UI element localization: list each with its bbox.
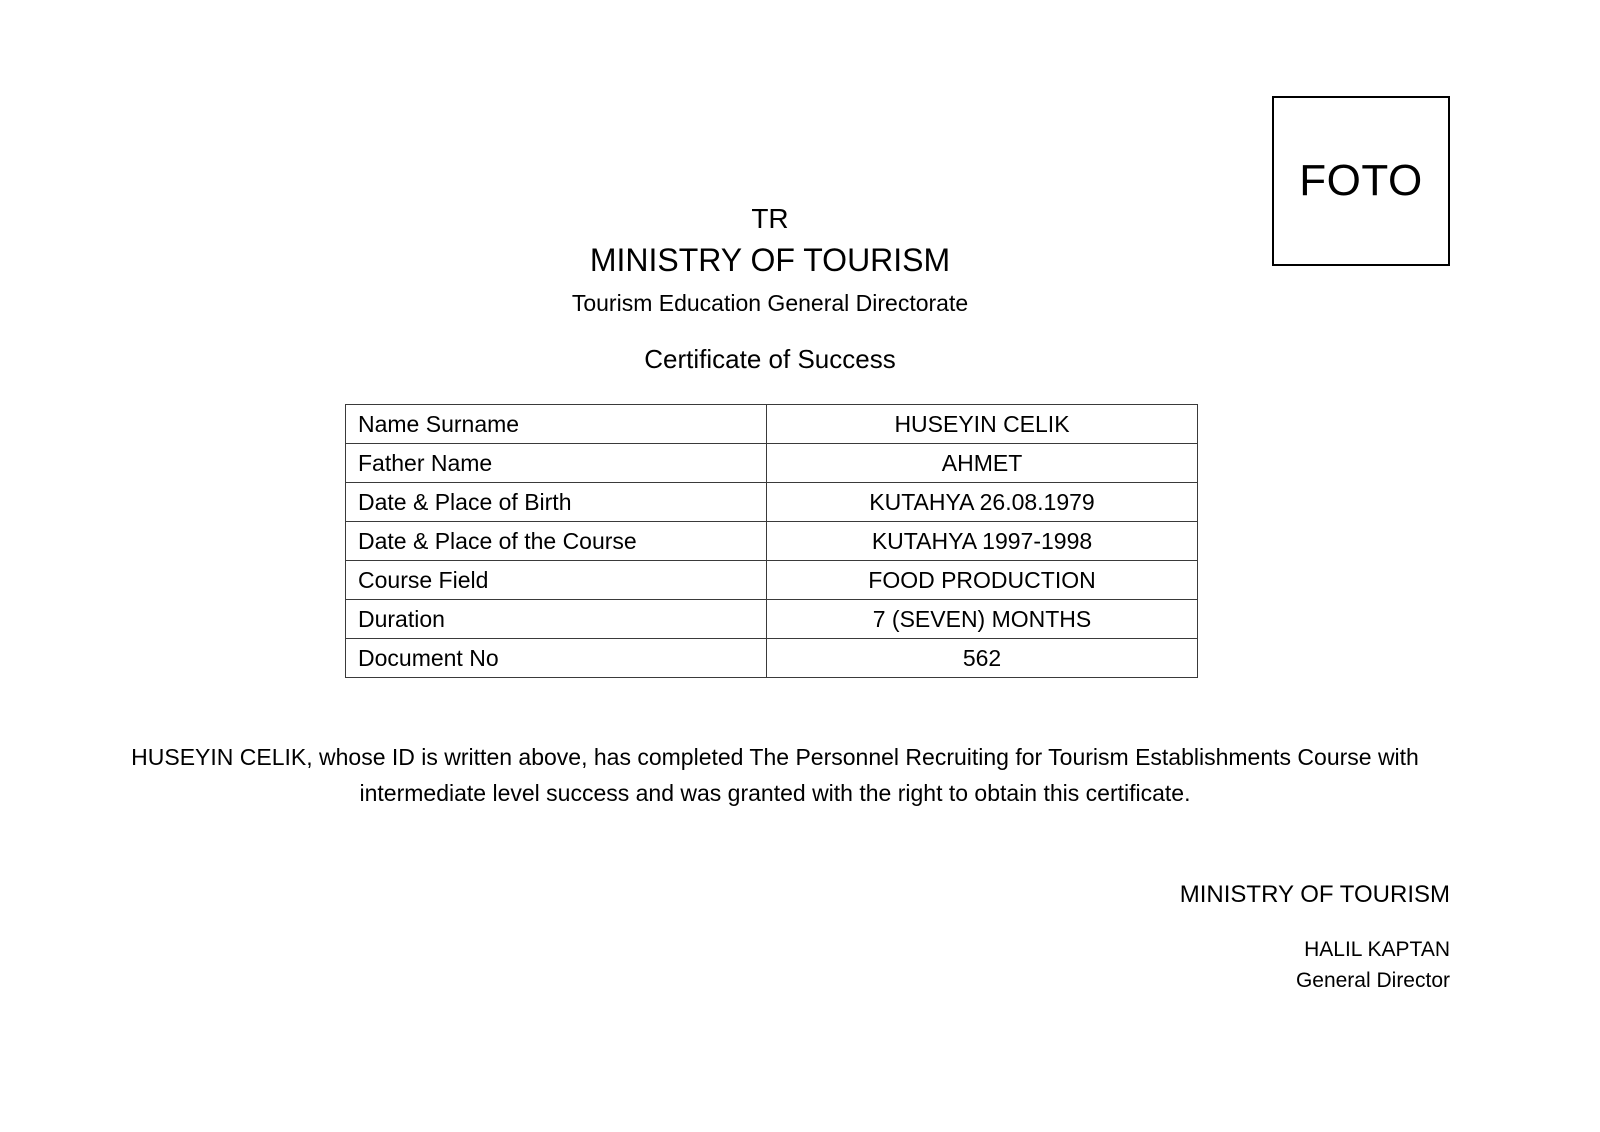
row-label: Date & Place of Birth xyxy=(346,483,767,522)
row-label: Course Field xyxy=(346,561,767,600)
row-label: Date & Place of the Course xyxy=(346,522,767,561)
signature-block xyxy=(1180,878,1450,997)
row-value: KUTAHYA 1997-1998 xyxy=(767,522,1198,561)
row-label: Name Surname xyxy=(346,405,767,444)
row-value: FOOD PRODUCTION xyxy=(767,561,1198,600)
signature-role: General Director xyxy=(1295,969,1450,993)
country-code: TR xyxy=(751,203,789,234)
table-row xyxy=(346,639,1198,678)
document-header xyxy=(0,200,1540,379)
directorate-name: Tourism Education General Directorate xyxy=(571,289,969,316)
certificate-body-paragraph: HUSEYIN CELIK, whose ID is written above, has completed The Personnel Recruiting for Tourism Establishments Course with intermediate level success and was granted with the right to obtain this certificate. xyxy=(131,744,1419,806)
table-row xyxy=(346,522,1198,561)
row-label: Duration xyxy=(346,600,767,639)
row-label: Father Name xyxy=(346,444,767,483)
row-value: AHMET xyxy=(767,444,1198,483)
table-row xyxy=(346,561,1198,600)
table-row xyxy=(346,600,1198,639)
row-value: 7 (SEVEN) MONTHS xyxy=(767,600,1198,639)
row-value: HUSEYIN CELIK xyxy=(767,405,1198,444)
photo-placeholder-label: FOTO xyxy=(1299,156,1423,205)
table-row xyxy=(346,444,1198,483)
ministry-name: MINISTRY OF TOURISM xyxy=(589,241,951,278)
row-value: KUTAHYA 26.08.1979 xyxy=(767,483,1198,522)
signature-organization: MINISTRY OF TOURISM xyxy=(1179,881,1450,908)
row-value: 562 xyxy=(767,639,1198,678)
page-title: Certificate of Success xyxy=(644,344,896,375)
table-row xyxy=(346,405,1198,444)
row-label: Document No xyxy=(346,639,767,678)
signature-name: HALIL KAPTAN xyxy=(1304,937,1450,961)
certificate-details-table xyxy=(345,404,1198,678)
table-row xyxy=(346,483,1198,522)
